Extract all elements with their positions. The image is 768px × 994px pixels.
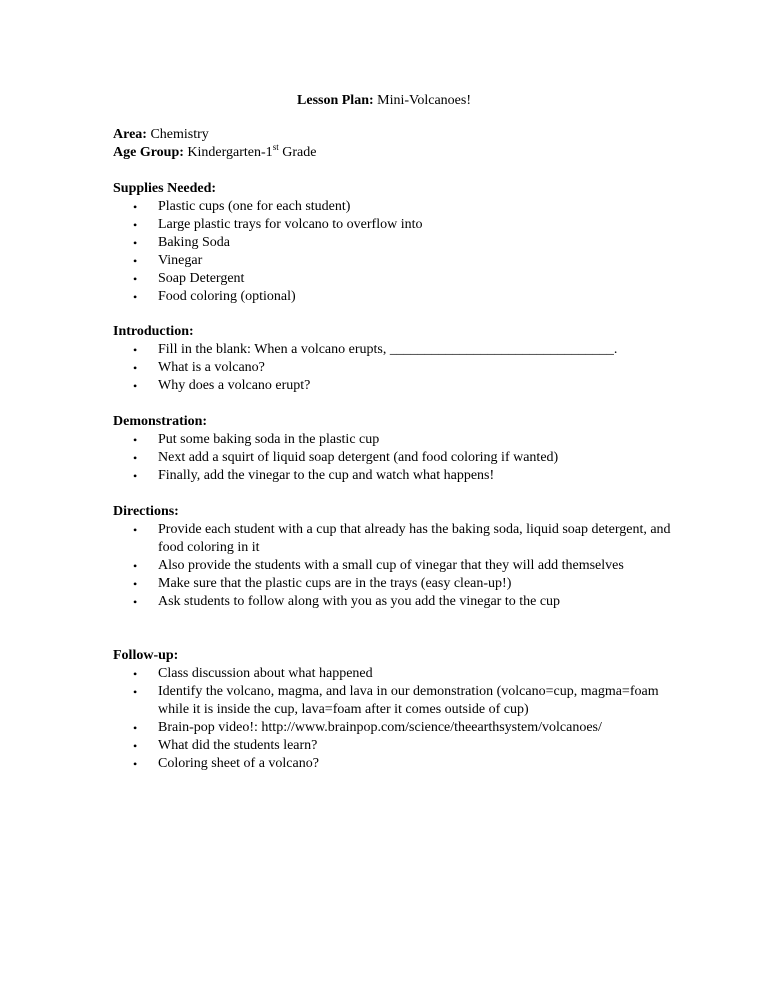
bullet-icon: • [133, 595, 138, 609]
list-item [113, 755, 693, 773]
section-heading: Introduction: [113, 324, 194, 339]
title-text: Mini-Volcanoes! [377, 93, 471, 108]
section-directions [113, 503, 693, 611]
introduction-list [113, 341, 693, 395]
list-item-text: Finally, add the vinegar to the cup and watch what happens! [158, 468, 495, 483]
list-item [113, 341, 693, 359]
list-item-text: Food coloring (optional) [158, 289, 296, 304]
list-item [113, 593, 693, 611]
list-item-text: Fill in the blank: When a volcano erupts, ________________________________. [158, 342, 618, 357]
list-item-text: Soap Detergent [158, 271, 245, 286]
section-heading: Follow-up: [113, 648, 179, 663]
list-item [113, 575, 693, 593]
list-item [113, 288, 693, 306]
age-group-value-sup: st [272, 142, 279, 152]
bullet-icon: • [133, 559, 138, 573]
list-item-text: Coloring sheet of a volcano? [158, 756, 319, 771]
bullet-icon: • [133, 451, 138, 465]
list-item-text: Brain-pop video!: http://www.brainpop.com/science/theearthsystem/volcanoes/ [158, 720, 602, 735]
list-item [113, 216, 693, 234]
section-heading: Directions: [113, 504, 179, 519]
list-item [113, 359, 693, 377]
list-item [113, 557, 693, 575]
list-item-text: Provide each student with a cup that already has the baking soda, liquid soap detergent, and food coloring in it [158, 522, 671, 555]
area-label: Area: [113, 127, 147, 142]
follow-up-list [113, 665, 693, 773]
list-item [113, 719, 693, 737]
bullet-icon: • [133, 272, 138, 286]
list-item [113, 252, 693, 270]
bullet-icon: • [133, 685, 138, 699]
list-item-text: Plastic cups (one for each student) [158, 199, 351, 214]
list-item-text: Next add a squirt of liquid soap detergent (and food coloring if wanted) [158, 450, 559, 465]
bullet-icon: • [133, 433, 138, 447]
section-follow-up [113, 647, 693, 773]
section-heading: Supplies Needed: [113, 181, 217, 196]
lesson-meta [113, 126, 316, 162]
page-title [0, 92, 768, 110]
bullet-icon: • [133, 721, 138, 735]
section-heading: Demonstration: [113, 414, 208, 429]
bullet-icon: • [133, 379, 138, 393]
bullet-icon: • [133, 200, 138, 214]
list-item-text: Identify the volcano, magma, and lava in our demonstration (volcano=cup, magma=foam while it is inside the cup, lava=foam after it comes outside of cup) [158, 684, 659, 717]
list-item-text: Vinegar [158, 253, 203, 268]
directions-list [113, 521, 693, 611]
bullet-icon: • [133, 469, 138, 483]
title-label: Lesson Plan: [297, 93, 374, 108]
list-item-text: Ask students to follow along with you as you add the vinegar to the cup [158, 594, 561, 609]
list-item [113, 377, 693, 395]
list-item [113, 521, 693, 557]
list-item-text: What did the students learn? [158, 738, 318, 753]
section-supplies [113, 180, 693, 306]
bullet-icon: • [133, 343, 138, 357]
list-item [113, 737, 693, 755]
age-group-value-post: Grade [282, 145, 317, 160]
age-group-value-pre: Kindergarten-1 [187, 145, 273, 160]
area-value: Chemistry [150, 127, 209, 142]
list-item-text: Make sure that the plastic cups are in the trays (easy clean-up!) [158, 576, 512, 591]
list-item [113, 270, 693, 288]
list-item-text: Also provide the students with a small cup of vinegar that they will add themselves [158, 558, 624, 573]
bullet-icon: • [133, 739, 138, 753]
list-item-text: What is a volcano? [158, 360, 265, 375]
list-item [113, 431, 693, 449]
bullet-icon: • [133, 361, 138, 375]
bullet-icon: • [133, 254, 138, 268]
supplies-list [113, 198, 693, 306]
bullet-icon: • [133, 218, 138, 232]
list-item-text: Why does a volcano erupt? [158, 378, 311, 393]
demonstration-list [113, 431, 693, 485]
age-group-label: Age Group: [113, 145, 184, 160]
list-item [113, 234, 693, 252]
age-group-value [187, 142, 317, 160]
bullet-icon: • [133, 290, 138, 304]
list-item [113, 665, 693, 683]
age-group-line [113, 144, 316, 162]
list-item [113, 467, 693, 485]
bullet-icon: • [133, 577, 138, 591]
list-item [113, 198, 693, 216]
list-item-text: Baking Soda [158, 235, 230, 250]
bullet-icon: • [133, 667, 138, 681]
section-introduction [113, 323, 693, 395]
bullet-icon: • [133, 757, 138, 771]
list-item-text: Large plastic trays for volcano to overflow into [158, 217, 423, 232]
list-item-text: Class discussion about what happened [158, 666, 373, 681]
area-line [113, 126, 316, 144]
list-item-text: Put some baking soda in the plastic cup [158, 432, 380, 447]
bullet-icon: • [133, 236, 138, 250]
list-item [113, 683, 693, 719]
list-item [113, 449, 693, 467]
bullet-icon: • [133, 523, 138, 537]
section-demonstration [113, 413, 693, 485]
